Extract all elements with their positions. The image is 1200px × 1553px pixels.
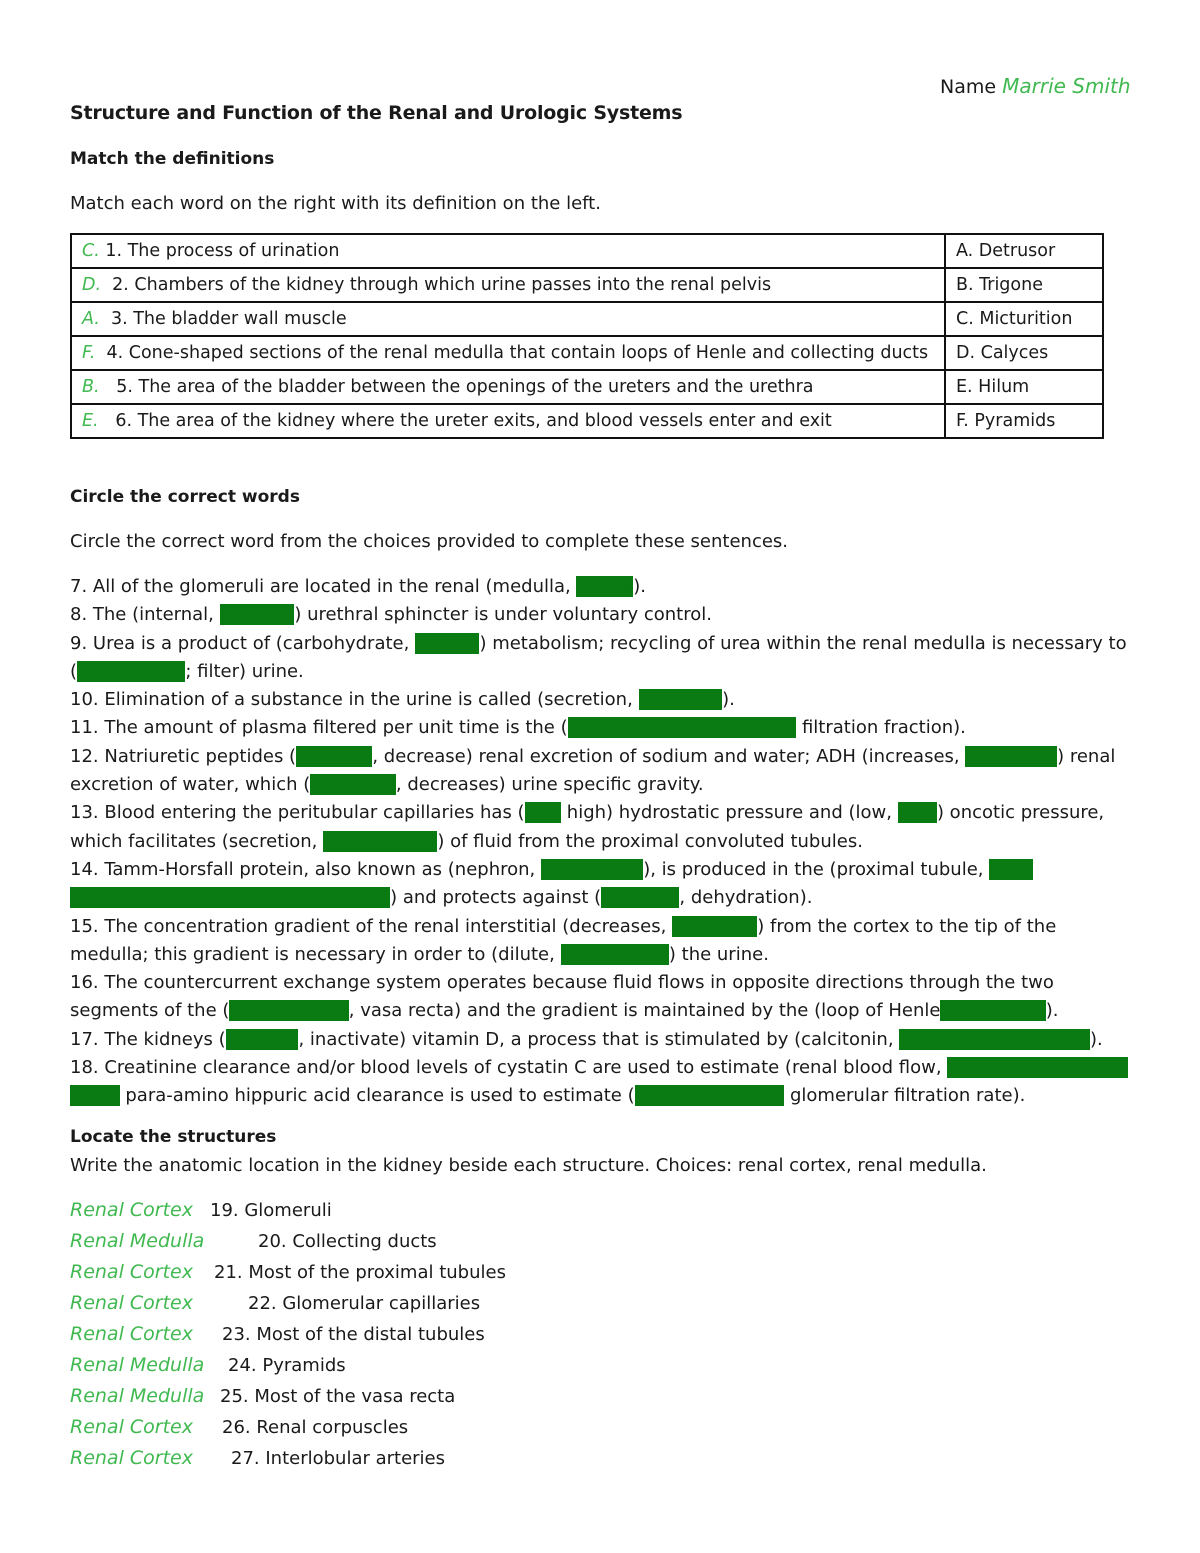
definition-cell [71,404,945,438]
word-cell: B. Trigone [945,268,1103,302]
q-text: ) of fluid from the proximal convoluted tubules. [437,830,863,852]
q-text: ). [633,576,647,597]
highlighted-answer: increase [296,745,373,767]
answer-letter: B. [82,377,100,397]
answer-location: Renal Cortex [70,1416,193,1438]
highlighted-answer: high [897,802,937,824]
list-item [70,1261,506,1292]
matching-table [70,233,1104,439]
question-11 [70,714,1130,742]
definition-text: 1. The process of urination [99,241,340,261]
structure-label: 19. Glomeruli [210,1200,332,1221]
highlighted-answer: loop of Henle [229,1000,349,1022]
circle-heading: Circle the correct words [70,487,300,507]
answer-location: Renal Cortex [70,1292,193,1314]
q-text: 13. Blood entering the peritubular capillaries has ( [70,802,525,824]
q-text: , dehydration). [679,887,813,909]
list-item [70,1447,445,1478]
answer-location: Renal Cortex [70,1261,193,1283]
highlighted-answer: parathyroid hormone [899,1028,1090,1050]
table-row [71,268,1103,302]
highlighted-answer: cortex [576,576,634,597]
structure-label: 25. Most of the vasa recta [220,1386,456,1407]
q-text: 16. The countercurrent exchange system operates because fluid flows in opposite directions through the two segments of the ( [70,972,1054,1022]
structure-label: 23. Most of the distal tubules [222,1324,485,1345]
q-text: ), is produced in the (proximal tubule, [643,858,990,880]
definition-text: 2. Chambers of the kidney through which urine passes into the renal pelvis [101,275,772,295]
q-text: 9. Urea is a product of (carbohydrate, [70,632,416,654]
q-text: ) urethral sphincter is under voluntary control. [294,604,712,626]
answer-letter: F. [82,343,96,363]
definition-cell [71,370,945,404]
structure-label: 22. Glomerular capillaries [248,1293,481,1314]
question-7 [70,573,1130,601]
answer-location: Renal Medulla [70,1354,205,1376]
highlighted-answer: renal blood flow, [634,1085,785,1107]
highlighted-answer: low, [524,802,562,824]
circle-instruction: Circle the correct word from the choices provided to complete these sentences. [70,531,789,552]
question-15 [70,913,1130,970]
word-cell: A. Detrusor [945,234,1103,268]
q-text: filtration fraction). [796,717,966,739]
q-text: , inactivate) vitamin D, a process that is stimulated by (calcitonin, [298,1028,900,1050]
answer-location: Renal Cortex [70,1447,193,1469]
table-row [71,234,1103,268]
definition-text: 5. The area of the bladder between the openings of the ureters and the urethra [99,377,814,397]
highlighted-answer: external [219,604,295,626]
list-item [70,1199,332,1230]
structure-label: 20. Collecting ducts [258,1231,437,1252]
highlighted-answer: increases [672,915,758,937]
list-item [70,1230,437,1261]
list-item [70,1385,455,1416]
list-item [70,1292,480,1323]
question-13 [70,799,1130,856]
question-14 [70,856,1130,913]
word-cell: D. Calyces [945,336,1103,370]
definition-cell [71,234,945,268]
name-value: Marrie Smith [1002,74,1131,98]
highlighted-answer: concentrate [560,943,669,965]
list-item [70,1416,408,1447]
question-12 [70,743,1130,800]
q-text: ) metabolism; recycling of urea within the renal medulla is necessary to ( [70,632,1127,682]
highlighted-answer: , vasa recta [940,1000,1046,1022]
answer-letter: A. [82,309,100,329]
table-row [71,370,1103,404]
answer-location: Renal Cortex [70,1323,193,1345]
q-text: 17. The kidneys ( [70,1028,226,1050]
word-cell: F. Pyramids [945,404,1103,438]
highlighted-answer: filtration [671,717,749,739]
table-row [71,302,1103,336]
name-label: Name [940,76,997,98]
answer-location: Renal Medulla [70,1385,205,1407]
definition-cell [71,268,945,302]
answer-letter: E. [82,411,99,431]
q-text: ). [722,689,735,711]
question-10 [70,686,1130,714]
q-text: ) from the cortex to the tip of the medulla; this gradient is necessary in order to (dilute, [70,915,1057,965]
q-text: 11. The amount of plasma filtered per unit time is the ( [70,717,568,739]
question-16 [70,969,1130,1026]
word-cell: C. Micturition [945,302,1103,336]
list-item [70,1323,485,1354]
matching-heading: Match the definitions [70,149,275,169]
answer-letter: D. [82,275,102,295]
q-text: ) oncotic pressure, which facilitates (secretion, [70,802,1105,852]
word-cell: E. Hilum [945,370,1103,404]
structure-label: 24. Pyramids [228,1355,346,1376]
q-text: high) hydrostatic pressure and (low, [561,802,898,824]
highlighted-answer: decreases [965,745,1058,767]
structure-label: 26. Renal corpuscles [222,1417,409,1438]
highlighted-answer: glomerular [567,717,672,739]
q-text: para-amino hippuric acid clearance is used to estimate ( [119,1085,635,1107]
answer-location: Renal Medulla [70,1230,205,1252]
q-text: ). [1089,1028,1103,1050]
highlighted-answer: rate, [748,717,797,739]
structure-label: 21. Most of the proximal tubules [214,1262,506,1283]
highlighted-answer: reabsorption [323,830,438,852]
list-item [70,1354,346,1385]
q-text: 8. The (internal, [70,604,220,626]
definition-cell [71,302,945,336]
table-row [71,336,1103,370]
q-text: 18. Creatinine clearance and/or blood levels of cystatin C are used to estimate (renal blood flow, [70,1057,948,1079]
q-text: 15. The concentration gradient of the renal interstitial (decreases, [70,915,673,937]
question-9 [70,630,1130,687]
q-text: ) renal excretion of water, which ( [70,745,1116,796]
structure-label: 27. Interlobular arteries [231,1448,446,1469]
q-text: 7. All of the glomeruli are located in the renal (medulla, [70,576,577,597]
locate-instruction: Write the anatomic location in the kidney beside each structure. Choices: renal cortex, renal medulla. [70,1155,987,1176]
q-text: , decreases) urine specific gravity. [395,774,704,796]
question-17 [70,1026,1130,1054]
highlighted-answer: increases [310,774,396,796]
answer-letter: C. [82,241,100,261]
locate-heading: Locate the structures [70,1127,277,1147]
q-text: ) the urine. [668,943,769,965]
definition-cell [71,336,945,370]
q-text: glomerular filtration rate). [784,1085,1026,1107]
definition-text: 4. Cone-shaped sections of the renal medulla that contain loops of Henle and collecting ducts [95,343,929,363]
q-text: ). [1045,1000,1059,1022]
q-text: 10. Elimination of a substance in the urine is called (secretion, [70,689,639,711]
highlighted-answer: glomerular filtration rate); [70,1057,1128,1107]
answer-location: Renal Cortex [70,1199,193,1221]
q-text: , decrease) renal excretion of sodium and water; ADH (increases, [372,745,966,767]
table-row [71,404,1103,438]
definition-text: 3. The bladder wall muscle [99,309,347,329]
question-18 [70,1054,1130,1111]
definition-text: 6. The area of the kidney where the ureter exits, and blood vessels enter and exit [98,411,832,431]
highlighted-answer: infection [601,887,680,909]
worksheet-title: Structure and Function of the Renal and Urologic Systems [70,102,683,124]
q-text: ) and protects against ( [390,887,602,909]
highlighted-answer: concentrate [77,660,186,682]
q-text: , vasa recta) and the gradient is maintained by the (loop of Henle [348,1000,941,1022]
highlighted-answer: thick ascending limb of the loop of Henle [70,858,1034,909]
highlighted-answer: protein [415,632,480,654]
circle-questions [70,573,1130,1111]
q-text: ; filter) urine. [185,660,304,682]
matching-instruction: Match each word on the right with its definition on the left. [70,193,601,214]
question-8 [70,601,1130,629]
name-line [940,74,1131,98]
highlighted-answer: uromodulin [540,858,644,880]
highlighted-answer: excretion [638,689,723,711]
q-text: 12. Natriuretic peptides ( [70,745,297,767]
q-text: 14. Tamm-Horsfall protein, also known as (nephron, [70,858,541,880]
highlighted-answer: activate [225,1028,299,1050]
